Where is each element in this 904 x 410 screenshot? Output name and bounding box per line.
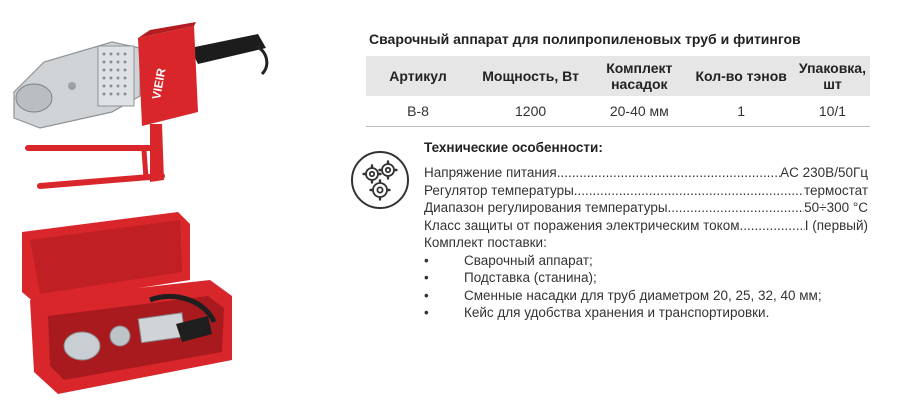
kit-item-text: Сварочный аппарат; xyxy=(464,252,593,268)
cell-heaters: 1 xyxy=(687,96,794,127)
kit-title: Комплект поставки: xyxy=(424,235,547,250)
case-illustration xyxy=(22,212,232,394)
spec-row xyxy=(424,199,868,217)
list-item xyxy=(424,287,868,305)
gears-icon xyxy=(350,150,410,210)
leader-dots xyxy=(557,164,780,182)
spec-value: AC 230В/50Гц xyxy=(780,165,868,180)
product-image xyxy=(0,0,340,410)
header-heaters: Кол-во тэнов xyxy=(687,56,794,96)
kit-item-text: Подставка (станина); xyxy=(464,270,597,285)
cell-power: 1200 xyxy=(470,96,591,127)
spec-row xyxy=(424,182,868,200)
list-item xyxy=(424,304,868,322)
bullet: • xyxy=(424,287,429,303)
spec-label: Диапазон регулирования температуры xyxy=(424,200,668,215)
cell-nozzles: 20-40 мм xyxy=(591,96,687,127)
spec-row xyxy=(424,217,868,235)
header-package: Упаковка, шт xyxy=(795,56,870,96)
spec-label: Класс защиты от поражения электрическим током xyxy=(424,217,740,233)
product-spec-table xyxy=(366,56,870,127)
kit-item-text: Кейс для удобства хранения и транспортировки. xyxy=(464,305,770,320)
table-row xyxy=(366,96,870,127)
leader-dots xyxy=(574,182,804,200)
bullet: • xyxy=(424,305,429,320)
spec-label: Регулятор температуры xyxy=(424,182,574,198)
features-list xyxy=(424,164,868,322)
cell-article: В-8 xyxy=(366,96,470,127)
bullet: • xyxy=(424,252,429,268)
spec-row xyxy=(424,164,868,182)
leader-dots xyxy=(739,217,804,235)
spec-value: I (первый) xyxy=(804,217,868,233)
list-item xyxy=(424,252,868,270)
header-article: Артикул xyxy=(366,56,470,96)
leader-dots xyxy=(668,199,805,217)
kit-item-text: Сменные насадки для труб диаметром 20, 25, 32, 40 мм; xyxy=(464,287,822,303)
table-header-row xyxy=(366,56,870,96)
bullet: • xyxy=(424,270,429,285)
page-title: Сварочный аппарат для полипропиленовых труб и фитингов xyxy=(369,31,801,47)
cell-package: 10/1 xyxy=(795,96,870,127)
brand-logo: VIEIR xyxy=(149,67,169,101)
features-title: Технические особенности: xyxy=(424,140,603,155)
spec-value: 50÷300 °С xyxy=(804,200,868,215)
header-power: Мощность, Вт xyxy=(470,56,591,96)
spec-value: термостат xyxy=(803,182,868,198)
spec-label: Напряжение питания xyxy=(424,165,557,180)
welder-illustration xyxy=(14,22,267,186)
header-nozzles: Комплект насадок xyxy=(591,56,687,96)
list-item xyxy=(424,269,868,287)
